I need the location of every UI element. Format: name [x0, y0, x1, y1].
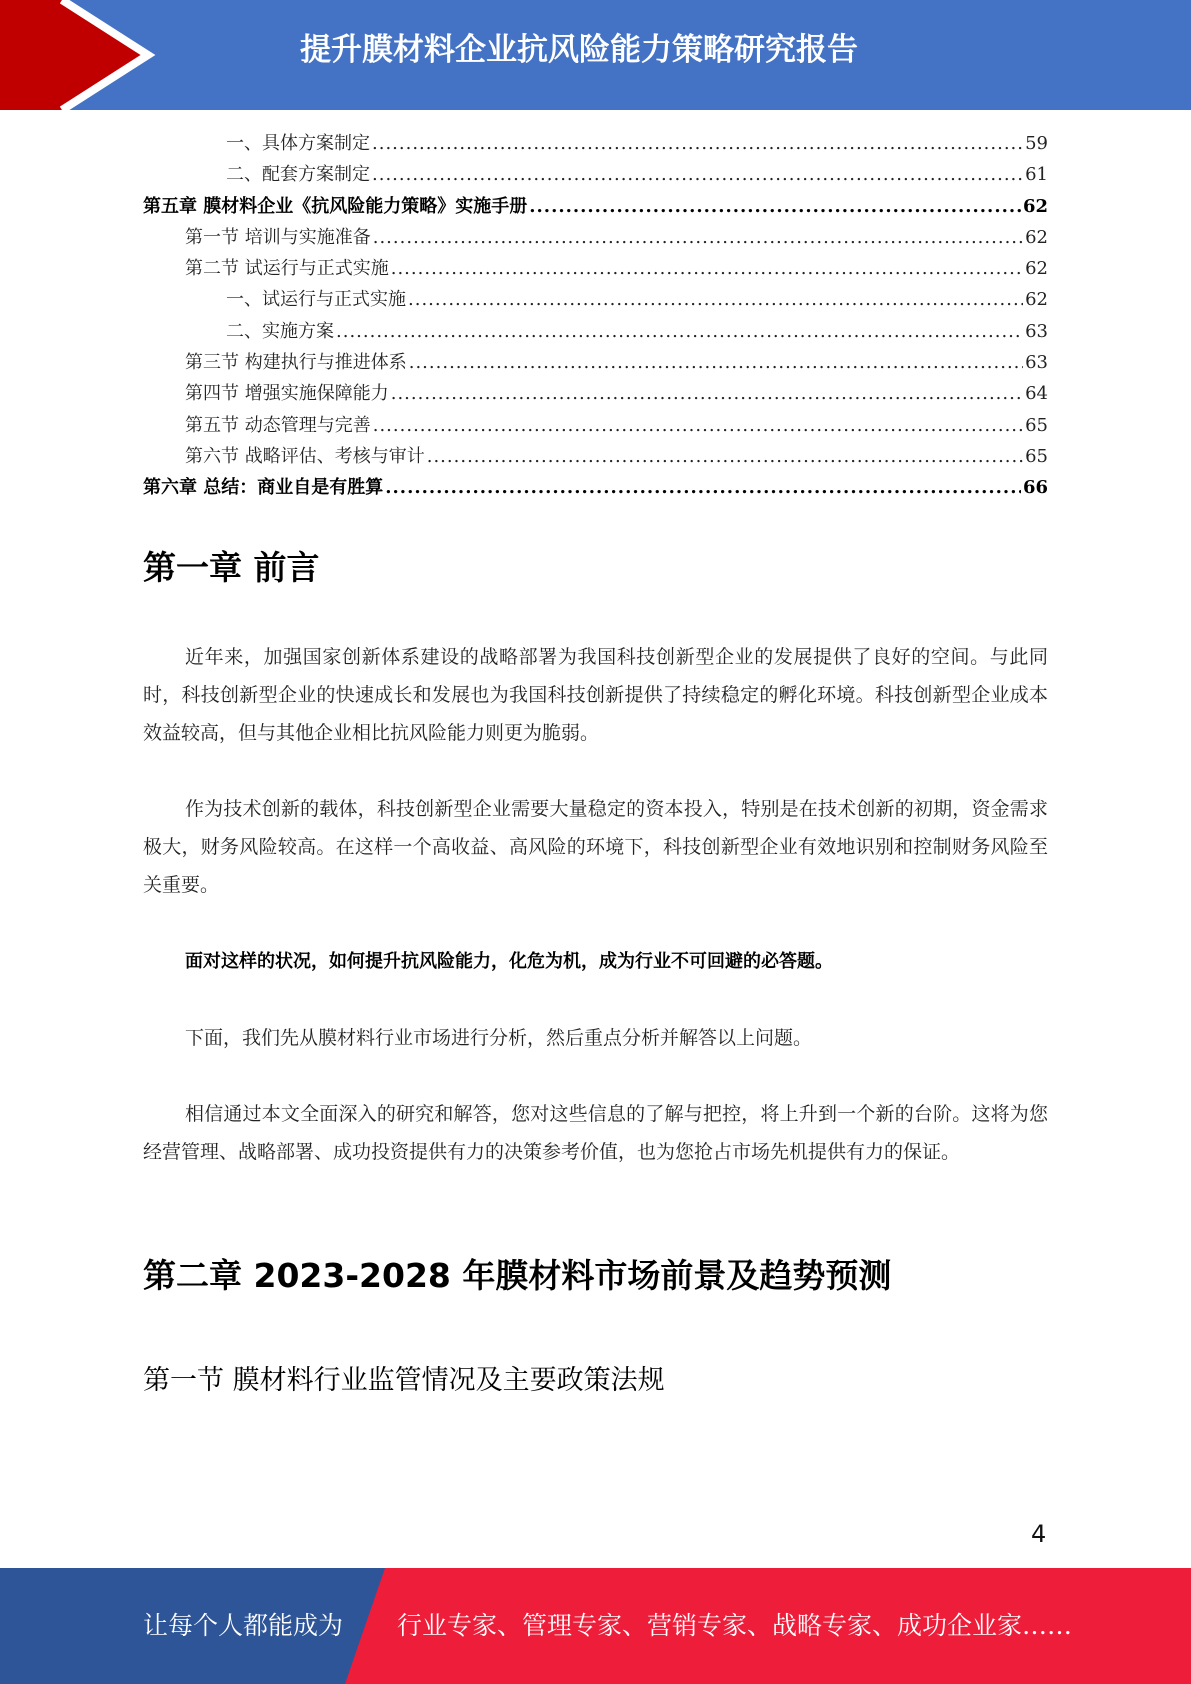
footer-slogan-right: 行业专家、管理专家、营销专家、战略专家、成功企业家…… [397, 1611, 1073, 1640]
header-red-arrow [0, 0, 148, 110]
toc-entry-title: 第三节 构建执行与推进体系 [185, 352, 407, 374]
paragraph: 作为技术创新的载体，科技创新型企业需要大量稳定的资本投入，特别是在技术创新的初期，资金需求极大，财务风险较高。在这样一个高收益、高风险的环境下，科技创新型企业有效地识别和控制财务风险至关重要。 [143, 798, 1048, 896]
toc-entry-title: 第五节 动态管理与完善 [185, 414, 371, 436]
toc-entry[interactable] [143, 284, 1048, 315]
toc-entry-title: 二、实施方案 [226, 320, 334, 342]
toc-entry-title: 第二节 试运行与正式实施 [185, 258, 389, 280]
toc-entry[interactable] [143, 316, 1048, 347]
toc-entry[interactable] [143, 128, 1048, 159]
toc-entry-page: 63 [1025, 320, 1048, 342]
toc-entry-title: 第六章 总结：商业自是有胜算 [143, 477, 384, 499]
toc-entry-page: 62 [1022, 195, 1048, 217]
toc-leader-dots [385, 472, 1021, 503]
toc-leader-dots [427, 441, 1023, 472]
section-heading: 第一节 膜材料行业监管情况及主要政策法规 [143, 1365, 665, 1396]
toc-entry-title: 第五章 膜材料企业《抗风险能力策略》实施手册 [143, 195, 528, 217]
toc-entry[interactable] [143, 191, 1048, 222]
toc-entry[interactable] [143, 347, 1048, 378]
toc-entry[interactable] [143, 472, 1048, 503]
toc-entry-title: 一、具体方案制定 [226, 133, 370, 154]
paragraph: 相信通过本文全面深入的研究和解答，您对这些信息的了解与把控，将上升到一个新的台阶。这将为您经营管理、战略部署、成功投资提供有力的决策参考价值，也为您抢占市场先机提供有力的保证。 [143, 1103, 1048, 1163]
toc-entry-page: 61 [1025, 164, 1048, 186]
toc-leader-dots [336, 316, 1023, 347]
toc-leader-dots [373, 410, 1023, 441]
toc-leader-dots [408, 284, 1023, 315]
toc-entry-page: 64 [1025, 383, 1048, 405]
toc-entry-page: 65 [1025, 445, 1048, 467]
chapter-heading: 第二章 2023-2028 年膜材料市场前景及趋势预测 [143, 1256, 892, 1295]
toc-entry[interactable] [143, 253, 1048, 284]
toc-entry-page: 62 [1025, 289, 1048, 311]
toc-entry[interactable] [143, 222, 1048, 253]
toc-entry-page: 59 [1025, 133, 1048, 154]
footer-slogan-left: 让每个人都能成为 [143, 1611, 344, 1640]
toc-leader-dots [529, 191, 1021, 222]
toc-leader-dots [409, 347, 1023, 378]
toc-entry-title: 第一节 培训与实施准备 [185, 226, 371, 248]
page-number: 4 [1031, 1520, 1047, 1548]
toc-entry[interactable] [143, 378, 1048, 409]
toc-entry-title: 第六节 战略评估、考核与审计 [185, 445, 425, 467]
toc-entry-page: 62 [1025, 258, 1048, 280]
toc-entry-title: 第四节 增强实施保障能力 [185, 383, 389, 405]
document-title: 提升膜材料企业抗风险能力策略研究报告 [300, 32, 858, 68]
toc-entry-title: 二、配套方案制定 [226, 164, 370, 186]
toc-leader-dots [372, 128, 1023, 159]
toc-entry-title: 一、试运行与正式实施 [226, 289, 406, 311]
chapter-heading: 第一章 前言 [143, 548, 320, 587]
toc-entry-page: 65 [1025, 414, 1048, 436]
toc-leader-dots [373, 222, 1023, 253]
emphasis-paragraph: 面对这样的状况，如何提升抗风险能力，化危为机，成为行业不可回避的必答题。 [185, 951, 833, 972]
toc-entry[interactable] [143, 441, 1048, 472]
toc-entry-page: 62 [1025, 226, 1048, 248]
toc-leader-dots [391, 378, 1023, 409]
table-of-contents [143, 128, 1048, 504]
page-header [0, 0, 1191, 110]
toc-entry-page: 66 [1022, 477, 1048, 499]
toc-entry[interactable] [143, 159, 1048, 190]
paragraph: 下面，我们先从膜材料行业市场进行分析，然后重点分析并解答以上问题。 [185, 1027, 813, 1049]
page-footer [0, 1568, 1191, 1684]
toc-leader-dots [372, 159, 1023, 190]
paragraph: 近年来，加强国家创新体系建设的战略部署为我国科技创新型企业的发展提供了良好的空间。与此同时，科技创新型企业的快速成长和发展也为我国科技创新提供了持续稳定的孵化环境。科技创新型企业成本效益较高，但与其他企业相比抗风险能力则更为脆弱。 [143, 646, 1048, 744]
toc-leader-dots [391, 253, 1023, 284]
toc-entry[interactable] [143, 410, 1048, 441]
toc-entry-page: 63 [1025, 352, 1048, 374]
